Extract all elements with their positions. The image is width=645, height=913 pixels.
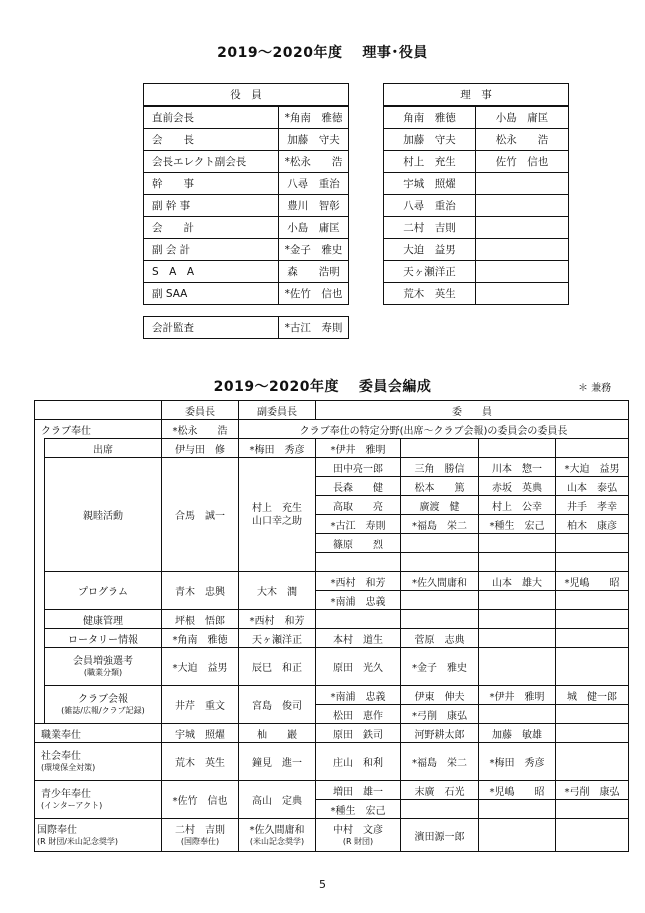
- committee-member: *梅田 秀彦: [479, 743, 556, 781]
- director-row: [384, 217, 569, 239]
- officer-role: 会 長: [144, 129, 279, 151]
- committee-label: 職業奉仕: [35, 724, 162, 743]
- director-name: [476, 261, 569, 283]
- director-row: [384, 283, 569, 305]
- directors-header: 理 事: [384, 84, 569, 107]
- committee-member: [479, 705, 556, 724]
- committee-member: *種生 宏己: [479, 515, 556, 534]
- committee-member: *南浦 忠義: [316, 686, 401, 705]
- officer-name: *金子 雅史: [279, 239, 349, 261]
- committee-member: 井手 孝幸: [556, 496, 629, 515]
- director-row: [384, 261, 569, 283]
- officer-name: 豊川 智彰: [279, 195, 349, 217]
- committee-member: 川本 惣一: [479, 458, 556, 477]
- director-name: 宇城 照燿: [384, 173, 476, 195]
- committee-member: *西村 和芳: [316, 572, 401, 591]
- committee-label-main: 会員増強選考: [73, 656, 133, 667]
- committee-label-sub: (R 財団/米山記念奨学): [37, 836, 119, 846]
- officer-name: 森 浩明: [279, 261, 349, 283]
- committee-row-membership: [35, 648, 629, 686]
- directors-table: [383, 83, 569, 305]
- committee-member: *弓削 康弘: [401, 705, 479, 724]
- committee-row-international: [35, 819, 629, 852]
- header-vice: 副委員長: [239, 401, 316, 420]
- committee-vice: 鐘見 進一: [239, 743, 316, 781]
- committee-label-main: 青少年奉仕: [41, 789, 91, 800]
- committee-label-main: 国際奉仕: [37, 824, 77, 836]
- committee-member: 村上 公幸: [479, 496, 556, 515]
- committee-member: [556, 705, 629, 724]
- committee-member: [401, 439, 479, 458]
- committee-member: 河野耕太郎: [401, 724, 479, 743]
- director-row: [384, 106, 569, 129]
- committee-vice: *西村 和芳: [239, 610, 316, 629]
- committee-member: 高取 亮: [316, 496, 401, 515]
- indent-gutter: [35, 629, 45, 648]
- header-blank: [35, 401, 162, 420]
- committee-member: 菅原 志典: [401, 629, 479, 648]
- committee-member: 濱田源一郎: [401, 819, 479, 852]
- committee-label: [35, 819, 162, 852]
- officer-name: 加藤 守夫: [279, 129, 349, 151]
- committee-member: [479, 800, 556, 819]
- committee-member: *福島 栄二: [401, 515, 479, 534]
- committee-member: 篠原 烈: [316, 534, 401, 553]
- committee-member: *金子 雅史: [401, 648, 479, 686]
- officer-name: *佐竹 信也: [279, 283, 349, 305]
- indent-gutter: [35, 572, 45, 610]
- director-row: [384, 173, 569, 195]
- officer-role: 副 幹 事: [144, 195, 279, 217]
- officer-row: [144, 283, 349, 305]
- committee-member: [556, 648, 629, 686]
- committee-member: 山本 雄大: [479, 572, 556, 591]
- committee-member: 増田 雄一: [316, 781, 401, 800]
- committee-label: 出席: [45, 439, 162, 458]
- committee-member: 田中亮一郎: [316, 458, 401, 477]
- committee-member: *児嶋 昭: [479, 781, 556, 800]
- director-row: [384, 151, 569, 173]
- committee-row-fellowship: [35, 458, 629, 477]
- committee-vice-sub: (米山記念奨学): [249, 836, 305, 846]
- committee-member: [556, 610, 629, 629]
- director-name: 佐竹 信也: [476, 151, 569, 173]
- committee-row-attendance: [35, 439, 629, 458]
- indent-gutter: [35, 458, 45, 572]
- committee-table: [34, 400, 629, 852]
- committee-member: [316, 610, 401, 629]
- committee-label: [45, 648, 162, 686]
- director-name: 荒木 英生: [384, 283, 476, 305]
- officer-role: 会長エレクト副会長: [144, 151, 279, 173]
- committee-row-youth: [35, 781, 629, 800]
- committee-vice: [239, 458, 316, 572]
- officer-name: 小島 庸匡: [279, 217, 349, 239]
- committee-chair: *大迫 益男: [162, 648, 239, 686]
- committee-member: 伊東 伸夫: [401, 686, 479, 705]
- committee-member: *古江 寿則: [316, 515, 401, 534]
- committee-member: 山本 泰弘: [556, 477, 629, 496]
- committee-member: 原田 光久: [316, 648, 401, 686]
- officer-row: [144, 173, 349, 195]
- officer-name: 八尋 重治: [279, 173, 349, 195]
- committee-member: *大迫 益男: [556, 458, 629, 477]
- director-name: 天ヶ瀬洋正: [384, 261, 476, 283]
- committee-label-sub: (インターアクト): [41, 801, 103, 810]
- committee-member-sub: (R 財団): [342, 836, 374, 846]
- committee-member: 三角 勝信: [401, 458, 479, 477]
- committee-member: [556, 591, 629, 610]
- committee-chair: *松永 浩: [162, 420, 239, 439]
- page-title-officers: 2019～2020年度 理事･役員: [217, 45, 428, 61]
- committee-member: 松本 篤: [401, 477, 479, 496]
- director-name: [476, 217, 569, 239]
- officers-table: [143, 83, 349, 305]
- officer-row: [144, 129, 349, 151]
- director-name: 二村 吉則: [384, 217, 476, 239]
- committee-member: 長森 健: [316, 477, 401, 496]
- director-name: [476, 195, 569, 217]
- committee-member: [556, 819, 629, 852]
- committee-member: [401, 534, 479, 553]
- committee-row-community: [35, 743, 629, 781]
- committee-member: [316, 819, 401, 852]
- committee-chair: 青木 忠興: [162, 572, 239, 610]
- indent-gutter: [35, 439, 45, 458]
- director-name: [476, 239, 569, 261]
- header-chair: 委員長: [162, 401, 239, 420]
- director-row: [384, 129, 569, 151]
- committee-row-club-service: [35, 420, 629, 439]
- committee-chair: 井芹 重文: [162, 686, 239, 724]
- officer-role: 副 SAA: [144, 283, 279, 305]
- committee-member: [556, 553, 629, 572]
- committee-label: [45, 686, 162, 724]
- committee-member: [479, 629, 556, 648]
- officer-row: [144, 151, 349, 173]
- committee-member: 加藤 敏雄: [479, 724, 556, 743]
- officer-row: [144, 217, 349, 239]
- committee-member: [401, 610, 479, 629]
- committee-member: 松田 恵作: [316, 705, 401, 724]
- committee-label: 親睦活動: [45, 458, 162, 572]
- auditor-name: *古江 寿則: [279, 317, 349, 339]
- officer-role: 直前会長: [144, 106, 279, 129]
- committee-member: *福島 栄二: [401, 743, 479, 781]
- committee-member: [556, 724, 629, 743]
- director-name: 角南 雅徳: [384, 106, 476, 129]
- committee-member: [316, 553, 401, 572]
- committee-member-main: 中村 文彦: [333, 824, 383, 836]
- committee-label-sub: (雑誌/広報/クラブ記録): [61, 706, 145, 715]
- committee-label: ロータリー情報: [45, 629, 162, 648]
- committee-label-main: クラブ会報: [78, 694, 128, 705]
- committee-label-main: 社会奉仕: [41, 751, 81, 762]
- committee-vice-2: 山口幸之助: [252, 515, 302, 527]
- officer-row: [144, 239, 349, 261]
- officer-name: *松永 浩: [279, 151, 349, 173]
- committee-member: *弓削 康弘: [556, 781, 629, 800]
- committee-vice-main: *佐久間庸和: [249, 824, 305, 836]
- committee-vice: 宮島 俊司: [239, 686, 316, 724]
- committee-member: [556, 800, 629, 819]
- header-members: 委 員: [316, 401, 629, 420]
- director-name: [476, 283, 569, 305]
- committee-member: [401, 800, 479, 819]
- committee-chair: 坪根 悟郎: [162, 610, 239, 629]
- officer-name: *角南 雅徳: [279, 106, 349, 129]
- director-name: 松永 浩: [476, 129, 569, 151]
- committee-member: [479, 439, 556, 458]
- committee-vice: 辰巳 和正: [239, 648, 316, 686]
- committee-vice-1: 村上 充生: [252, 502, 302, 514]
- committee-member: [479, 819, 556, 852]
- officer-row: [144, 195, 349, 217]
- committee-vice: *梅田 秀彦: [239, 439, 316, 458]
- auditor-row: [144, 317, 349, 339]
- committee-member: 柏木 康彦: [556, 515, 629, 534]
- committee-member: [479, 591, 556, 610]
- committee-member: [401, 591, 479, 610]
- committee-member: *児嶋 昭: [556, 572, 629, 591]
- committee-member: *南浦 忠義: [316, 591, 401, 610]
- committee-chair: [162, 819, 239, 852]
- committee-vice: 杣 巖: [239, 724, 316, 743]
- committee-vice: 天ヶ瀬洋正: [239, 629, 316, 648]
- committee-label-sub: (環境保全対策): [41, 763, 96, 772]
- committee-member: [401, 553, 479, 572]
- committee-row-rotary-info: [35, 629, 629, 648]
- committee-member: *佐久間庸和: [401, 572, 479, 591]
- committee-member: *伊井 雅明: [479, 686, 556, 705]
- director-name: 大迫 益男: [384, 239, 476, 261]
- officer-row: [144, 261, 349, 283]
- committee-member: [556, 534, 629, 553]
- officer-role: 副 会 計: [144, 239, 279, 261]
- committee-member: 原田 鉄司: [316, 724, 401, 743]
- concurrent-note: ＊ 兼務: [578, 383, 612, 394]
- committee-member: [556, 743, 629, 781]
- officers-header: 役 員: [144, 84, 349, 107]
- committee-header-row: [35, 401, 629, 420]
- committee-label: [35, 743, 162, 781]
- committee-member: 城 健一郎: [556, 686, 629, 705]
- committee-member: [556, 439, 629, 458]
- committee-label: クラブ奉仕: [35, 420, 162, 439]
- committee-chair: *角南 雅徳: [162, 629, 239, 648]
- director-name: 小島 庸匡: [476, 106, 569, 129]
- committee-row-program: [35, 572, 629, 591]
- officer-role: S A A: [144, 261, 279, 283]
- committee-member: 本村 道生: [316, 629, 401, 648]
- officer-role: 会 計: [144, 217, 279, 239]
- committee-chair-sub: (国際奉仕): [180, 836, 220, 846]
- committee-member: 末廣 石光: [401, 781, 479, 800]
- director-name: [476, 173, 569, 195]
- indent-gutter: [35, 686, 45, 724]
- committee-label: [35, 781, 162, 819]
- indent-gutter: [35, 648, 45, 686]
- indent-gutter: [35, 610, 45, 629]
- page-title-committees: 2019～2020年度 委員会編成: [213, 379, 432, 395]
- officer-role: 幹 事: [144, 173, 279, 195]
- committee-chair: 荒木 英生: [162, 743, 239, 781]
- committee-member: *伊井 雅明: [316, 439, 401, 458]
- committee-row-health: [35, 610, 629, 629]
- committee-member: [479, 553, 556, 572]
- committee-chair: 伊与田 修: [162, 439, 239, 458]
- committee-member: *種生 宏己: [316, 800, 401, 819]
- committee-label: 健康管理: [45, 610, 162, 629]
- committee-row-vocational: [35, 724, 629, 743]
- committee-chair: 宇城 照燿: [162, 724, 239, 743]
- committee-member: 赤坂 英典: [479, 477, 556, 496]
- officer-row: [144, 106, 349, 129]
- director-name: 八尋 重治: [384, 195, 476, 217]
- committee-chair-main: 二村 吉則: [175, 824, 225, 836]
- committee-member: [479, 534, 556, 553]
- committee-vice: [239, 819, 316, 852]
- committee-member: [479, 610, 556, 629]
- director-name: 加藤 守夫: [384, 129, 476, 151]
- page-number: 5: [319, 878, 326, 891]
- committee-member: [556, 629, 629, 648]
- director-row: [384, 195, 569, 217]
- club-service-note: クラブ奉仕の特定分野(出席～クラブ会報)の委員会の委員長: [239, 420, 629, 439]
- committee-label: プログラム: [45, 572, 162, 610]
- committee-member: 廣渡 健: [401, 496, 479, 515]
- committee-member: [479, 648, 556, 686]
- auditor-table: [143, 316, 349, 339]
- committee-vice: 高山 定典: [239, 781, 316, 819]
- committee-chair: *佐竹 信也: [162, 781, 239, 819]
- committee-member: 庄山 和利: [316, 743, 401, 781]
- committee-label-sub: (職業分類): [83, 668, 123, 677]
- committee-row-bulletin: [35, 686, 629, 705]
- director-row: [384, 239, 569, 261]
- director-name: 村上 充生: [384, 151, 476, 173]
- committee-vice: 大木 潤: [239, 572, 316, 610]
- auditor-role: 会計監査: [144, 317, 279, 339]
- committee-chair: 合馬 誠一: [162, 458, 239, 572]
